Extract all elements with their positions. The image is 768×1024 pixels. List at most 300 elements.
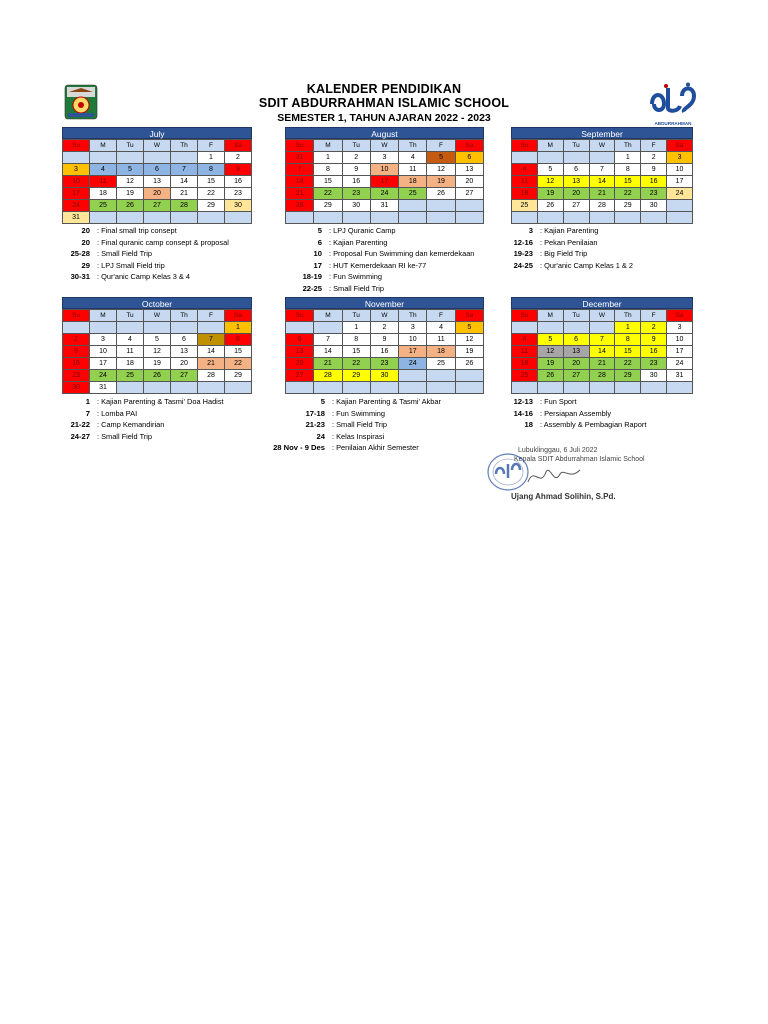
day-cell: 26 bbox=[144, 370, 171, 382]
week-row bbox=[63, 188, 252, 200]
weekday-header: Sa bbox=[667, 310, 693, 322]
empty-cell bbox=[63, 152, 90, 164]
day-cell: 1 bbox=[615, 322, 641, 334]
day-cell: 13 bbox=[563, 346, 589, 358]
weekday-header: Sa bbox=[455, 140, 483, 152]
empty-cell bbox=[455, 370, 483, 382]
day-cell: 4 bbox=[512, 334, 538, 346]
event-date: 17 bbox=[313, 260, 322, 270]
day-cell: 21 bbox=[314, 358, 342, 370]
month-grid bbox=[62, 309, 252, 394]
month-grid bbox=[285, 309, 484, 394]
weekday-header: F bbox=[641, 310, 667, 322]
day-cell: 26 bbox=[427, 188, 455, 200]
day-cell: 19 bbox=[117, 188, 144, 200]
day-cell: 14 bbox=[314, 346, 342, 358]
empty-cell bbox=[667, 212, 693, 224]
weekday-header: W bbox=[370, 310, 398, 322]
day-cell: 12 bbox=[537, 176, 563, 188]
month-september bbox=[511, 127, 693, 224]
day-cell: 8 bbox=[314, 164, 342, 176]
day-cell: 13 bbox=[144, 176, 171, 188]
day-cell: 11 bbox=[427, 334, 455, 346]
day-cell: 12 bbox=[455, 334, 483, 346]
week-row bbox=[512, 200, 693, 212]
week-row bbox=[286, 334, 484, 346]
event-text: : Small Field Trip bbox=[97, 249, 153, 258]
empty-cell bbox=[90, 212, 117, 224]
day-cell: 10 bbox=[667, 164, 693, 176]
empty-cell bbox=[455, 200, 483, 212]
weekday-header: Th bbox=[399, 140, 427, 152]
empty-cell bbox=[171, 322, 198, 334]
week-row bbox=[512, 334, 693, 346]
weekday-header: M bbox=[90, 310, 117, 322]
month-name: July bbox=[62, 127, 252, 139]
day-cell: 20 bbox=[171, 358, 198, 370]
day-cell: 10 bbox=[90, 346, 117, 358]
day-cell: 2 bbox=[225, 152, 252, 164]
day-cell: 23 bbox=[641, 188, 667, 200]
event-text: : Final small trip consept bbox=[97, 226, 177, 235]
week-row bbox=[286, 370, 484, 382]
day-cell: 18 bbox=[427, 346, 455, 358]
day-cell: 3 bbox=[90, 334, 117, 346]
empty-cell bbox=[512, 212, 538, 224]
empty-cell bbox=[667, 200, 693, 212]
empty-cell bbox=[225, 212, 252, 224]
event-text: : Proposal Fun Swimming dan kemerdekaan bbox=[329, 249, 475, 258]
week-row bbox=[512, 152, 693, 164]
week-row bbox=[286, 322, 484, 334]
empty-cell bbox=[537, 212, 563, 224]
weekday-header: Sa bbox=[225, 310, 252, 322]
weekday-header: Th bbox=[615, 310, 641, 322]
day-cell: 15 bbox=[342, 346, 370, 358]
month-grid bbox=[285, 139, 484, 224]
day-cell: 30 bbox=[225, 200, 252, 212]
day-cell: 8 bbox=[615, 334, 641, 346]
weekday-header: Sa bbox=[225, 140, 252, 152]
day-cell: 6 bbox=[144, 164, 171, 176]
day-cell: 12 bbox=[144, 346, 171, 358]
event-text: : Fun Sport bbox=[540, 397, 577, 406]
empty-cell bbox=[314, 212, 342, 224]
day-cell: 22 bbox=[615, 188, 641, 200]
empty-cell bbox=[615, 382, 641, 394]
day-cell: 29 bbox=[615, 200, 641, 212]
day-cell: 8 bbox=[198, 164, 225, 176]
day-cell: 18 bbox=[512, 358, 538, 370]
day-cell: 10 bbox=[370, 164, 398, 176]
day-cell: 6 bbox=[286, 334, 314, 346]
empty-cell bbox=[512, 322, 538, 334]
month-december bbox=[511, 297, 693, 394]
empty-cell bbox=[641, 382, 667, 394]
day-cell: 11 bbox=[117, 346, 144, 358]
week-row bbox=[286, 164, 484, 176]
day-cell: 22 bbox=[225, 358, 252, 370]
empty-cell bbox=[171, 152, 198, 164]
day-cell: 29 bbox=[342, 370, 370, 382]
event-date: 17-18 bbox=[305, 408, 325, 418]
event-date: 12-13 bbox=[513, 397, 533, 406]
day-cell: 30 bbox=[63, 382, 90, 394]
week-row bbox=[512, 382, 693, 394]
week-row bbox=[512, 188, 693, 200]
day-cell: 22 bbox=[615, 358, 641, 370]
semester-subtitle: SEMESTER 1, TAHUN AJARAN 2022 - 2023 bbox=[277, 112, 491, 124]
event-date: 12-16 bbox=[513, 237, 533, 247]
event-text: : Assembly & Pembagian Raport bbox=[540, 420, 647, 429]
day-cell: 15 bbox=[198, 176, 225, 188]
day-cell: 23 bbox=[641, 358, 667, 370]
week-row bbox=[512, 164, 693, 176]
empty-cell bbox=[171, 382, 198, 394]
month-grid bbox=[511, 309, 693, 394]
empty-cell bbox=[370, 212, 398, 224]
day-cell: 14 bbox=[171, 176, 198, 188]
day-cell: 9 bbox=[641, 164, 667, 176]
event-text: : Kajian Parenting bbox=[329, 237, 388, 247]
weekday-header: F bbox=[641, 140, 667, 152]
event-date: 10 bbox=[313, 249, 322, 258]
weekday-header: Su bbox=[63, 310, 90, 322]
day-cell: 9 bbox=[63, 346, 90, 358]
event-date: 14-16 bbox=[513, 408, 533, 418]
day-cell: 8 bbox=[342, 334, 370, 346]
day-cell: 17 bbox=[399, 346, 427, 358]
weekday-header: Su bbox=[512, 140, 538, 152]
empty-cell bbox=[198, 212, 225, 224]
empty-cell bbox=[537, 322, 563, 334]
day-cell: 17 bbox=[667, 176, 693, 188]
weekday-header: Tu bbox=[563, 310, 589, 322]
day-cell: 11 bbox=[399, 164, 427, 176]
day-cell: 26 bbox=[537, 200, 563, 212]
empty-cell bbox=[563, 212, 589, 224]
day-cell: 31 bbox=[286, 152, 314, 164]
empty-cell bbox=[117, 212, 144, 224]
event-date: 20 bbox=[81, 237, 90, 247]
day-cell: 5 bbox=[427, 152, 455, 164]
event-date: 21-23 bbox=[305, 420, 325, 429]
week-row bbox=[286, 200, 484, 212]
event-date: 5 bbox=[320, 397, 325, 406]
event-text: : Kelas Inspirasi bbox=[332, 431, 385, 441]
day-cell: 21 bbox=[286, 188, 314, 200]
week-row bbox=[63, 212, 252, 224]
event-date: 24-25 bbox=[513, 260, 533, 270]
empty-cell bbox=[198, 382, 225, 394]
week-row bbox=[63, 322, 252, 334]
event-text: : Kajian Parenting & Tasmi' Doa Hadist bbox=[97, 397, 224, 406]
event-text: : Fun Swimming bbox=[329, 272, 382, 281]
event-date: 3 bbox=[528, 226, 533, 235]
event-text: : Kajian Parenting bbox=[540, 226, 599, 235]
day-cell: 30 bbox=[342, 200, 370, 212]
day-cell: 17 bbox=[90, 358, 117, 370]
empty-cell bbox=[117, 382, 144, 394]
day-cell: 7 bbox=[314, 334, 342, 346]
event-text: : Qur'anic Camp Kelas 1 & 2 bbox=[540, 260, 634, 270]
day-cell: 5 bbox=[455, 322, 483, 334]
month-november bbox=[285, 297, 484, 394]
empty-cell bbox=[225, 382, 252, 394]
event-date: 18-19 bbox=[302, 272, 322, 281]
weekday-header: Tu bbox=[117, 310, 144, 322]
day-cell: 15 bbox=[314, 176, 342, 188]
month-july bbox=[62, 127, 252, 224]
weekday-header: W bbox=[144, 310, 171, 322]
day-cell: 18 bbox=[90, 188, 117, 200]
weekday-header: Tu bbox=[342, 310, 370, 322]
day-cell: 18 bbox=[399, 176, 427, 188]
empty-cell bbox=[537, 382, 563, 394]
day-cell: 31 bbox=[667, 370, 693, 382]
empty-cell bbox=[171, 212, 198, 224]
week-row bbox=[286, 346, 484, 358]
empty-cell bbox=[615, 212, 641, 224]
event-text: : Small Field Trip bbox=[332, 420, 388, 429]
day-cell: 27 bbox=[171, 370, 198, 382]
day-cell: 29 bbox=[314, 200, 342, 212]
weekday-header: Tu bbox=[342, 140, 370, 152]
event-date: 21-22 bbox=[70, 420, 90, 429]
empty-cell bbox=[144, 382, 171, 394]
week-row bbox=[512, 346, 693, 358]
day-cell: 20 bbox=[563, 188, 589, 200]
day-cell: 13 bbox=[171, 346, 198, 358]
empty-cell bbox=[286, 212, 314, 224]
empty-cell bbox=[342, 382, 370, 394]
day-cell: 31 bbox=[90, 382, 117, 394]
day-cell: 20 bbox=[286, 358, 314, 370]
day-cell: 16 bbox=[641, 346, 667, 358]
event-text: : Persiapan Assembly bbox=[540, 408, 612, 418]
month-name: October bbox=[62, 297, 252, 309]
weekday-header: Th bbox=[171, 310, 198, 322]
day-cell: 13 bbox=[563, 176, 589, 188]
day-cell: 4 bbox=[399, 152, 427, 164]
weekday-header: M bbox=[314, 310, 342, 322]
day-cell: 20 bbox=[455, 176, 483, 188]
empty-cell bbox=[399, 200, 427, 212]
weekday-header: Th bbox=[171, 140, 198, 152]
weekday-header: Su bbox=[286, 140, 314, 152]
day-cell: 31 bbox=[63, 212, 90, 224]
day-cell: 11 bbox=[90, 176, 117, 188]
empty-cell bbox=[537, 152, 563, 164]
day-cell: 30 bbox=[641, 370, 667, 382]
day-cell: 13 bbox=[455, 164, 483, 176]
day-cell: 3 bbox=[399, 322, 427, 334]
day-cell: 22 bbox=[342, 358, 370, 370]
event-date: 24 bbox=[316, 431, 325, 441]
day-cell: 5 bbox=[144, 334, 171, 346]
empty-cell bbox=[314, 382, 342, 394]
day-cell: 2 bbox=[641, 322, 667, 334]
day-cell: 25 bbox=[90, 200, 117, 212]
day-cell: 16 bbox=[641, 176, 667, 188]
week-row bbox=[286, 176, 484, 188]
weekday-header: M bbox=[314, 140, 342, 152]
event-date: 5 bbox=[317, 226, 322, 235]
month-grid bbox=[511, 139, 693, 224]
day-cell: 8 bbox=[225, 334, 252, 346]
day-cell: 13 bbox=[286, 346, 314, 358]
day-cell: 5 bbox=[537, 164, 563, 176]
month-grid bbox=[62, 139, 252, 224]
week-row bbox=[512, 322, 693, 334]
day-cell: 2 bbox=[342, 152, 370, 164]
day-cell: 28 bbox=[286, 200, 314, 212]
day-cell: 21 bbox=[198, 358, 225, 370]
event-text: : Fun Swimming bbox=[332, 408, 385, 418]
empty-cell bbox=[589, 322, 615, 334]
day-cell: 4 bbox=[512, 164, 538, 176]
event-text: : LPJ Small Field trip bbox=[97, 260, 165, 270]
day-cell: 3 bbox=[370, 152, 398, 164]
empty-cell bbox=[641, 212, 667, 224]
event-date: 6 bbox=[317, 237, 322, 247]
event-text: : Lomba PAI bbox=[97, 408, 138, 418]
regional-emblem-logo bbox=[64, 84, 98, 120]
day-cell: 27 bbox=[455, 188, 483, 200]
day-cell: 27 bbox=[563, 370, 589, 382]
weekday-header: F bbox=[427, 140, 455, 152]
week-row bbox=[512, 358, 693, 370]
week-row bbox=[63, 346, 252, 358]
day-cell: 23 bbox=[63, 370, 90, 382]
week-row bbox=[286, 188, 484, 200]
signature-name: Ujang Ahmad Solihin, S.Pd. bbox=[511, 492, 616, 501]
weekday-header: W bbox=[589, 310, 615, 322]
week-row bbox=[512, 370, 693, 382]
signature-scribble bbox=[524, 462, 584, 490]
day-cell: 3 bbox=[63, 164, 90, 176]
empty-cell bbox=[144, 212, 171, 224]
weekday-header: W bbox=[144, 140, 171, 152]
empty-cell bbox=[455, 382, 483, 394]
event-text: : Qur'anic Camp Kelas 3 & 4 bbox=[97, 272, 191, 281]
event-date: 30-31 bbox=[70, 272, 90, 281]
day-cell: 25 bbox=[512, 370, 538, 382]
weekday-header: F bbox=[198, 310, 225, 322]
day-cell: 2 bbox=[63, 334, 90, 346]
day-cell: 29 bbox=[198, 200, 225, 212]
weekday-header: F bbox=[427, 310, 455, 322]
event-date: 1 bbox=[85, 397, 90, 406]
day-cell: 4 bbox=[90, 164, 117, 176]
day-cell: 2 bbox=[641, 152, 667, 164]
week-row bbox=[512, 176, 693, 188]
day-cell: 17 bbox=[370, 176, 398, 188]
weekday-header: Tu bbox=[563, 140, 589, 152]
week-row bbox=[286, 152, 484, 164]
day-cell: 19 bbox=[537, 358, 563, 370]
week-row bbox=[512, 212, 693, 224]
week-row bbox=[63, 370, 252, 382]
day-cell: 18 bbox=[117, 358, 144, 370]
school-name: SDIT ABDURRAHMAN ISLAMIC SCHOOL bbox=[258, 96, 510, 110]
week-row bbox=[63, 176, 252, 188]
day-cell: 16 bbox=[225, 176, 252, 188]
day-cell: 16 bbox=[370, 346, 398, 358]
weekday-header: Su bbox=[512, 310, 538, 322]
day-cell: 28 bbox=[171, 200, 198, 212]
day-cell: 24 bbox=[399, 358, 427, 370]
event-date: 28 Nov - 9 Des bbox=[273, 443, 325, 452]
day-cell: 28 bbox=[589, 370, 615, 382]
day-cell: 1 bbox=[314, 152, 342, 164]
day-cell: 7 bbox=[589, 164, 615, 176]
signature-place-date: Lubuklinggau, 6 Juli 2022 bbox=[518, 447, 598, 454]
day-cell: 19 bbox=[455, 346, 483, 358]
day-cell: 10 bbox=[63, 176, 90, 188]
week-row bbox=[63, 358, 252, 370]
day-cell: 4 bbox=[427, 322, 455, 334]
day-cell: 7 bbox=[198, 334, 225, 346]
day-cell: 24 bbox=[63, 200, 90, 212]
day-cell: 26 bbox=[537, 370, 563, 382]
empty-cell bbox=[427, 370, 455, 382]
day-cell: 17 bbox=[63, 188, 90, 200]
school-logo-text: ABDURRAHMAN bbox=[654, 121, 692, 126]
day-cell: 1 bbox=[342, 322, 370, 334]
day-cell: 7 bbox=[286, 164, 314, 176]
month-name: September bbox=[511, 127, 693, 139]
day-cell: 6 bbox=[563, 334, 589, 346]
day-cell: 3 bbox=[667, 152, 693, 164]
day-cell: 11 bbox=[512, 346, 538, 358]
event-text: : Big Field Trip bbox=[540, 249, 588, 258]
event-date: 7 bbox=[85, 408, 90, 418]
weekday-header: Su bbox=[286, 310, 314, 322]
weekday-header: Th bbox=[399, 310, 427, 322]
empty-cell bbox=[63, 322, 90, 334]
event-text: : Kajian Parenting & Tasmi' Akbar bbox=[332, 397, 441, 406]
month-august bbox=[285, 127, 484, 224]
day-cell: 27 bbox=[563, 200, 589, 212]
day-cell: 1 bbox=[198, 152, 225, 164]
day-cell: 12 bbox=[427, 164, 455, 176]
day-cell: 1 bbox=[225, 322, 252, 334]
weekday-header: Sa bbox=[667, 140, 693, 152]
empty-cell bbox=[90, 322, 117, 334]
day-cell: 6 bbox=[563, 164, 589, 176]
day-cell: 22 bbox=[314, 188, 342, 200]
day-cell: 14 bbox=[589, 176, 615, 188]
day-cell: 16 bbox=[63, 358, 90, 370]
empty-cell bbox=[370, 382, 398, 394]
day-cell: 20 bbox=[563, 358, 589, 370]
week-row bbox=[63, 164, 252, 176]
week-row bbox=[286, 212, 484, 224]
day-cell: 15 bbox=[615, 176, 641, 188]
event-date: 24-27 bbox=[70, 431, 90, 441]
signature-role: Kepala SDIT Abdurrahman Islamic School bbox=[514, 456, 645, 463]
empty-cell bbox=[455, 212, 483, 224]
month-october bbox=[62, 297, 252, 394]
day-cell: 19 bbox=[144, 358, 171, 370]
empty-cell bbox=[117, 322, 144, 334]
empty-cell bbox=[563, 152, 589, 164]
day-cell: 5 bbox=[117, 164, 144, 176]
month-name: August bbox=[285, 127, 484, 139]
event-text: : Small Field Trip bbox=[329, 283, 385, 293]
month-name: November bbox=[285, 297, 484, 309]
